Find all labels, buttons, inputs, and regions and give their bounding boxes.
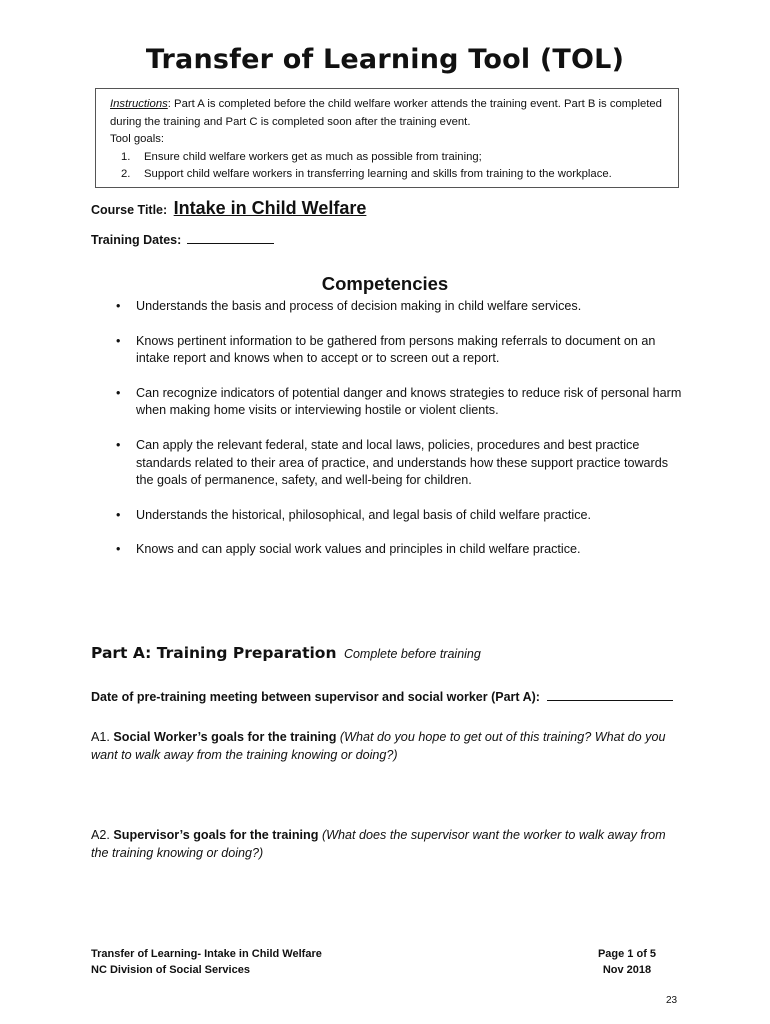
training-dates-row — [91, 232, 274, 247]
question-label: Social Worker’s goals for the training — [113, 730, 337, 744]
instructions-paragraph — [110, 96, 666, 131]
part-a-subheading: Complete before training — [343, 647, 481, 661]
competency-text: Can recognize indicators of potential danger and knows strategies to reduce risk of personal harm when making home visits or interviewing hostile or violent clients. — [136, 385, 682, 418]
tool-goals-label: Tool goals: — [110, 133, 165, 145]
competency-item — [116, 333, 686, 368]
training-dates-field[interactable] — [187, 232, 274, 244]
instructions-box — [95, 88, 679, 188]
question-label: Supervisor’s goals for the training — [113, 828, 319, 842]
goal-text: Support child welfare workers in transferring learning and skills from training to the workplace. — [144, 168, 612, 180]
competency-text: Understands the basis and process of decision making in child welfare services. — [136, 299, 582, 313]
footer-document-name: Transfer of Learning- Intake in Child Welfare — [91, 948, 322, 960]
part-a-heading: Part A: Training Preparation — [91, 644, 337, 662]
goal-text: Ensure child welfare workers get as much as possible from training; — [144, 150, 482, 163]
page-number: 23 — [666, 995, 678, 1006]
footer-page-count: Page 1 of 5 — [597, 948, 657, 960]
question-a2 — [91, 826, 681, 862]
goal-number: 2. — [121, 168, 131, 180]
competencies-list — [116, 298, 686, 559]
part-a-heading-row — [91, 644, 481, 663]
tool-goal-item — [110, 166, 666, 184]
training-dates-label: Training Dates: — [91, 233, 182, 247]
question-number: A2. — [91, 828, 114, 842]
bullet-icon: • — [116, 333, 121, 348]
competency-item — [116, 385, 686, 420]
course-title-row — [91, 198, 366, 219]
goal-number: 1. — [121, 150, 131, 163]
competency-text: Understands the historical, philosophical, and legal basis of child welfare practice. — [136, 507, 592, 522]
instructions-label: Instructions — [110, 98, 168, 110]
footer-organization: NC Division of Social Services — [91, 964, 250, 976]
question-prompt: (What do you hope to get out of this training? What do you want to walk away from the training knowing or doing?) — [91, 730, 666, 762]
bullet-icon: • — [116, 507, 121, 522]
footer-date: Nov 2018 — [602, 964, 652, 976]
bullet-icon: • — [116, 385, 121, 400]
footer-left — [91, 946, 322, 978]
footer-right — [592, 946, 662, 978]
bullet-icon: • — [116, 299, 121, 313]
competency-item — [116, 298, 686, 316]
pre-training-meeting-row — [91, 689, 673, 704]
bullet-icon: • — [116, 437, 121, 452]
question-prompt: (What does the supervisor want the worker to walk away from the training knowing or doing?) — [91, 828, 666, 860]
competency-item — [116, 437, 686, 490]
competencies-heading: Competencies — [321, 273, 449, 294]
question-a1 — [91, 728, 681, 764]
competency-text: Knows and can apply social work values and principles in child welfare practice. — [136, 542, 581, 557]
competency-text: Knows pertinent information to be gathered from persons making referrals to document on an intake report and knows when to accept or to screen out a report. — [136, 333, 656, 366]
bullet-icon: • — [116, 542, 121, 557]
instructions-text: : Part A is completed before the child welfare worker attends the training event. Part B is completed during the training and Part C is completed soon after the training event. — [110, 98, 662, 128]
competency-item — [116, 541, 686, 559]
course-title-label: Course Title: — [91, 203, 168, 217]
pre-training-meeting-label: Date of pre-training meeting between supervisor and social worker (Part A): — [91, 690, 540, 704]
pre-training-meeting-date-field[interactable] — [547, 689, 673, 701]
competency-item — [116, 507, 686, 525]
question-number: A1. — [91, 730, 114, 744]
document-title: Transfer of Learning Tool (TOL) — [145, 44, 625, 75]
course-title-value: Intake in Child Welfare — [173, 198, 367, 218]
tool-goal-item — [110, 149, 666, 167]
competency-text: Can apply the relevant federal, state and local laws, policies, procedures and best practice standards related to their area of practice, and understands how these support practice towards the goals of permanence, safety, and well-being for children. — [136, 437, 669, 488]
tool-goals-list — [110, 149, 666, 184]
